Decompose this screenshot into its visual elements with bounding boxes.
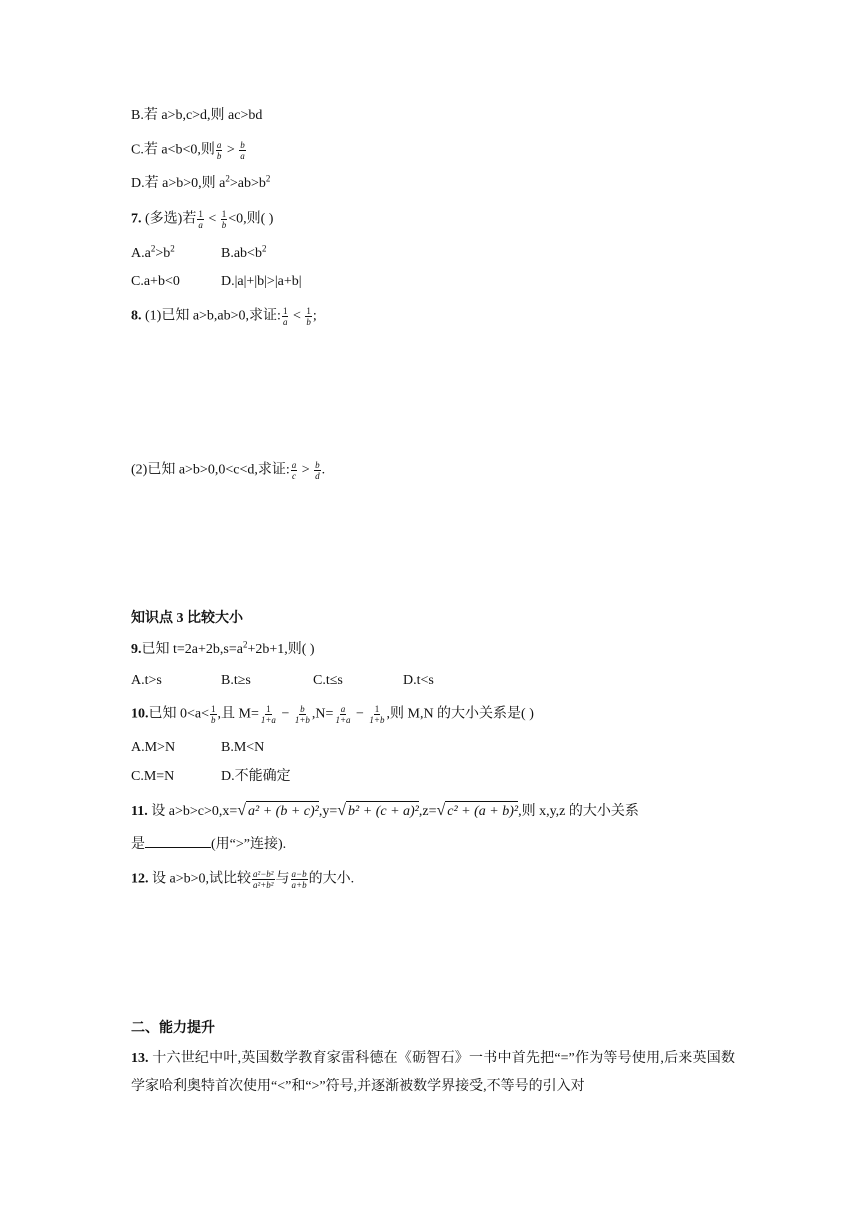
- q13-paragraph: [131, 1045, 735, 1101]
- fraction-a-minus-b-over-a-plus-b: $\frac{a-b}{a+b}$: [291, 869, 307, 890]
- q10-stem: 10.已知 0<a< $\frac{1}{b}$ ,且 M= $\frac{1}{1+a}$ − $\frac{b}{1+b}$ ,N= $\frac{a}{1+a}$ − $\frac{1}{1+b}$ ,则 M,N 的大小关系是( ): [131, 704, 534, 725]
- fraction-a2-minus-b2-over-a2-plus-b2: $\frac{\text{a²−b²}}{\text{a²+b²}}$: [253, 869, 274, 890]
- q11-y-radicand: b² + (c + a)²: [346, 801, 419, 822]
- q12-stem: [131, 869, 354, 890]
- q7-options-row1: [131, 244, 266, 264]
- section-heading-2: 二、能力提升: [131, 1021, 215, 1036]
- q10-mid: ,且 M=: [217, 706, 259, 722]
- q11-number: 11.: [131, 804, 148, 819]
- q9-option-c: C.t≤s: [313, 673, 343, 688]
- q9-option-a: A.t>s: [131, 673, 162, 688]
- q6-option-c-condition: a<b: [161, 142, 183, 158]
- q11-stem: [131, 801, 639, 822]
- q13-text: 十六世纪中叶,英国数学教育家雷科德在《砺智石》一书中首先把“=”作为等号使用,后来英国数学家哈利奥特首次使用“<”和“>”符号,并逐渐被数学界接受,不等号的引入对: [131, 1051, 735, 1094]
- q12-number: 12.: [131, 871, 149, 887]
- q12-pre: 设 a>b>0,试比较: [148, 871, 252, 887]
- q10-option-d: D.不能确定: [221, 769, 291, 784]
- radical-sign: √: [237, 802, 247, 819]
- q7-label: (多选)若: [145, 211, 197, 227]
- q6-option-b: B.若 a>b,c>d,则 ac>bd: [131, 108, 263, 123]
- q6-option-c-prefix: C.若: [131, 142, 162, 158]
- q10-tail: ,则 M,N 的大小关系是( ): [386, 706, 534, 722]
- fraction-a-over-c: $\frac{a}{c}$: [291, 460, 297, 481]
- q10-options-row2: [131, 767, 291, 787]
- q9-number: 9.: [131, 642, 142, 657]
- q6-option-c: C.若 a<b<0,则 $\frac{a}{b}$ > $\frac{b}{a}$: [131, 140, 245, 161]
- q6-option-d-tail: >ab>b: [229, 176, 266, 191]
- q10-options-row1: [131, 738, 264, 758]
- q9-options: [131, 671, 434, 691]
- q7-option-b: $B.ab<b^2$: [221, 243, 267, 261]
- q10-option-c: C.M=N: [131, 769, 175, 784]
- q9-option-d: D.t<s: [403, 673, 434, 688]
- q7-tail: <0,则( ): [228, 211, 274, 227]
- section-heading-3: 知识点 3 比较大小: [131, 611, 243, 626]
- q10-option-a: A.M>N: [131, 740, 176, 755]
- fraction-a-over-1-plus-a: $\frac{a}{1+a}$: [335, 704, 351, 725]
- q11-pre: 设 a>b>c>0,x=: [147, 804, 238, 819]
- fraction-1-over-b: $\frac{1}{b}$: [211, 704, 216, 725]
- fraction-a-over-b: $\frac{a}{b}$: [216, 140, 222, 161]
- fraction-b-over-a: $\frac{b}{a}$: [240, 140, 245, 161]
- q7-option-d: D.|a|+|b|>|a+b|: [221, 274, 302, 289]
- q7-option-c: C.a+b<0: [131, 274, 180, 289]
- q6-option-c-mid: <0,则: [182, 142, 215, 158]
- q9-text: 已知 t=2a+2b,s=a: [141, 642, 243, 657]
- q8-part1-text: (1)已知 a>b,ab>0,求证:: [145, 308, 281, 324]
- q11-y-label: ,y=: [318, 804, 338, 819]
- q9-option-b: B.t≥s: [221, 673, 251, 688]
- q10-n-label: ,N=: [311, 706, 334, 722]
- fraction-1-over-a: $\frac{1}{a}$: [282, 306, 288, 327]
- q11-line2: [131, 833, 286, 855]
- q9-text-tail: +2b+1,则( ): [247, 642, 315, 657]
- fraction-1-over-a: $\frac{1}{a}$: [198, 209, 203, 230]
- q10-number: 10.: [131, 706, 149, 722]
- q7-option-a: $A.a^2>b^2$: [131, 243, 175, 261]
- q6-option-d: D.若 a>b>0,则 $a^2>ab>b^2$: [131, 173, 271, 191]
- fraction-1-over-b: $\frac{1}{b}$: [221, 209, 227, 230]
- q12-tail: 的大小.: [308, 871, 355, 887]
- fraction-b-over-d: $\frac{b}{d}$: [315, 460, 320, 481]
- q7-stem: 7. (多选)若 $\frac{1}{a}$ < $\frac{1}{b}$ <0,则( ): [131, 209, 274, 230]
- q11-line2-pre: 是: [131, 837, 145, 852]
- q10-pre: 已知 0<a<: [148, 706, 210, 722]
- q10-option-b: B.M<N: [221, 740, 265, 755]
- q8-part1: 8. (1)已知 a>b,ab>0,求证: $\frac{1}{a}$ < $\frac{1}{b}$ ;: [131, 306, 317, 327]
- q13-number: 13.: [131, 1051, 149, 1066]
- q11-tail: ,则 x,y,z 的大小关系: [518, 804, 639, 819]
- q8-part2-text: (2)已知 a>b>0,0<c<d,求证:: [131, 462, 290, 478]
- q9-stem: 9.已知 $t=2a+2b,s=a^2+2b+1$,则( ): [131, 639, 315, 657]
- q11-z-label: ,z=: [418, 804, 437, 819]
- fraction-b-over-1-plus-b: $\frac{b}{1+b}$: [294, 704, 310, 725]
- q8-part2: (2)已知 a>b>0,0<c<d,求证: $\frac{a}{c}$ > $\frac{b}{d}$ .: [131, 460, 326, 481]
- fraction-1-over-b: $\frac{1}{b}$: [306, 306, 311, 327]
- radical-sign: √: [436, 802, 446, 819]
- q11-z-radicand: c² + (a + b)²: [445, 801, 518, 822]
- fraction-1-over-1-plus-b: $\frac{1}{1+b}$: [369, 704, 385, 725]
- radical-sign: √: [337, 802, 347, 819]
- q7-options-row2: [131, 272, 302, 292]
- q8-number: 8.: [131, 308, 142, 324]
- q6-option-d-text: D.若 a>b>0,则 a: [131, 176, 226, 191]
- q11-line2-tail: (用“>”连接).: [211, 837, 287, 852]
- q7-number: 7.: [131, 211, 142, 227]
- answer-blank[interactable]: [145, 833, 211, 848]
- q12-mid: 与: [275, 871, 290, 887]
- q11-x-radicand: a² + (b + c)²: [246, 801, 319, 822]
- fraction-1-over-1-plus-a: $\frac{1}{1+a}$: [260, 704, 276, 725]
